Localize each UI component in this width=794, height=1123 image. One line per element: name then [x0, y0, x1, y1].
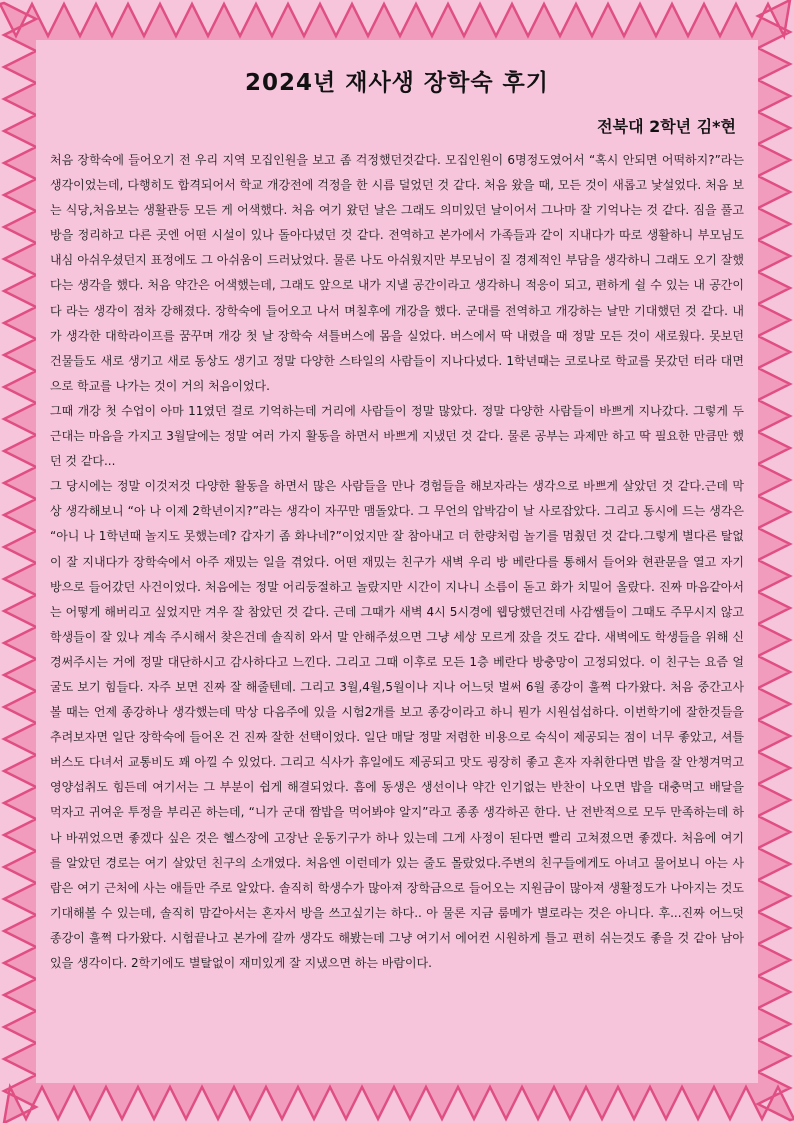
paragraph: 그때 개강 첫 수업이 아마 11였던 걸로 기억하는데 거리에 사람들이 정말 많았다. 정말 다양한 사람들이 바쁘게 지나갔다. 그렇게 두근대는 마음을 가지고 3월달에는 정말 여러 가지 활동을 하면서 바쁘게 지냈던 것 같다. 물론 공부는 과제만 하고 딱 필요한 만큼만 했던 것 같다...: [50, 403, 744, 469]
paragraph: 그 당시에는 정말 이것저것 다양한 활동을 하면서 많은 사람들을 만나 경험들을 해보자라는 생각으로 바쁘게 살았던 것 같다.근데 막상 생각해보니 “아 나 이제 2학년이지?”라는 생각이 자꾸만 맴돌았다. 그 무언의 압박감이 날 사로잡았다. 그리고 동시에 드는 생각은 “아니 나 1학년때 놀지도 못했는데? 갑자기 좀 화나네?”이었지만 잘 참아내고 더 한량처럼 놀기를 멈췄던 것 같다.그렇게 별다른 탈없이 잘 지내다가 장학숙에서 아주 재밌는 일을 겪었다. 어떤 재밌는 친구가 새벽 우리 방 베란다를 통해서 들어와 현관문을 열고 자기 방으로 들어갔던 사건이었다. 처음에는 정말 어리둥절하고 놀랐지만 시간이 지나니 소름이 돋고 화가 치밀어 올랐다. 진짜 마음같아서는 어떻게 해버리고 싶었지만 겨우 잘 참았던 것 같다. 근데 그때가 새벽 4시 5시경에 웹당했던건데 사감쌤들이 그때도 주무시지 않고 학생들이 잘 있나 계속 주시해서 찾은건데 솔직히 와서 말 안해주셨으면 그냥 세상 모르게 잤을 것도 같다. 새벽에도 학생들을 위해 신경써주시는 거에 정말 대단하시고 감사하다고 느낀다. 그리고 그때 이후로 모든 1층 베란다 방충망이 고정되었다. 이 친구는 요즘 얼굴도 보기 힘들다. 자주 보면 진짜 잘 해줄텐데. 그리고 3월,4월,5월이나 지나 어느덧 벌써 6월 종강이 훌쩍 다가왔다. 처음 중간고사 볼 때는 언제 종강하나 생각했는데 막상 다음주에 있을 시험2개를 보고 종강이라고 하니 뭔가 시원섭섭하다. 이번학기에 잘한것들을 추려보자면 일단 장학숙에 들어온 건 진짜 잘한 선택이었다. 일단 매달 정말 저렴한 비용으로 숙식이 제공되는 점이 너무 좋았고, 셔틀버스도 다녀서 교통비도 꽤 아낄 수 있었다. 그리고 식사가 휴일에도 제공되고 맛도 굉장히 좋고 혼자 자취한다면 밥을 잘 안챙겨먹고 영양섭취도 힘든데 여기서는 그 부분이 쉽게 해결되었다. 흠에 동생은 생선이나 약간 인기없는 반찬이 나오면 밥을 대충먹고 배달을 먹자고 귀여운 투정을 부리곤 하는데, “니가 군대 짬밥을 먹어봐야 알지”라고 종종 생각하곤 한다. 난 전반적으로 모두 만족하는데 하나 바뀌었으면 좋겠다 싶은 것은 헬스장에 고장난 운동기구가 하나 있는데 그게 사정이 된다면 빨리 고쳐졌으면 좋겠다. 처음에 여기를 알았던 경로는 여기 살았던 친구의 소개였다. 처음엔 이런데가 있는 줄도 몰랐었다.주변의 친구들에게도 아녀고 물어보니 아는 사람은 여기 근처에 사는 애들만 주로 알았다. 솔직히 학생수가 많아져 장학금으로 들어오는 지원금이 많아져 생활정도가 나아지는 것도 기대해볼 수 있는데, 솔직히 맘같아서는 혼자서 방을 쓰고싶기는 하다.. 아 물론 지금 룸메가 별로라는 것은 아니다. 후...진짜 어느덧 종강이 훌쩍 다가왔다. 시험끝나고 본가에 갈까 생각도 해봤는데 그냥 여기서 에어컨 시원하게 틀고 편히 쉬는것도 좋을 것 같아 남아있을 생각이다. 2학기에도 별탈없이 재미있게 잘 지냈으면 하는 바람이다.: [50, 479, 744, 970]
author-line: 전북대 2학년 김*현: [597, 117, 736, 136]
paragraph: 처음 장학숙에 들어오기 전 우리 지역 모집인원을 보고 좀 걱정했던것같다. 모집인원이 6명정도였어서 “혹시 안되면 어떡하지?”라는 생각이었는데, 다행히도 합격되어서 학교 개강전에 걱정을 한 시름 덜었던 것 같다. 처음 왔을 때, 모든 것이 새롭고 낯설었다. 처음 보는 식당,처음보는 생활관등 모든 게 어색했다. 처음 여기 왔던 날은 그래도 의미있던 날이어서 그나마 잘 기억나는 것 같다. 짐을 풀고 방을 정리하고 다른 곳엔 어떤 시설이 있나 돌아다녔던 것 같다. 전역하고 본가에서 가족들과 같이 지내다가 따로 생활하니 부모님도 내심 아쉬우셨던지 표정에도 그 아쉬움이 드러났었다. 물론 나도 아쉬웠지만 부모님이 질 경제적인 부담을 생각하니 그래도 오기 잘했다는 생각을 했다. 처음 약간은 어색했는데, 그래도 앞으로 내가 지낼 공간이라고 생각하니 적응이 되고, 편하게 쉴 수 있는 내 공간이다 라는 생각이 점차 강해졌다. 장학숙에 들어오고 나서 며칠후에 개강을 했다. 군대를 전역하고 개강하는 날만 기대했던 것 같다. 내가 생각한 대학라이프를 꿈꾸며 개강 첫 날 장학숙 셔틀버스에 몸을 실었다. 버스에서 딱 내렸을 때 정말 모든 것이 새로웠다. 못보던 건물들도 새로 생기고 새로 동상도 생기고 정말 다양한 스타일의 사람들이 지나다녔다. 1학년때는 코로나로 학교를 못갔던 터라 대면으로 학교를 나가는 것이 거의 처음이었다.: [50, 153, 744, 393]
document-page: [50, 54, 744, 1074]
body-text: [50, 148, 744, 976]
document-title: 2024년 재사생 장학숙 후기: [245, 70, 549, 96]
